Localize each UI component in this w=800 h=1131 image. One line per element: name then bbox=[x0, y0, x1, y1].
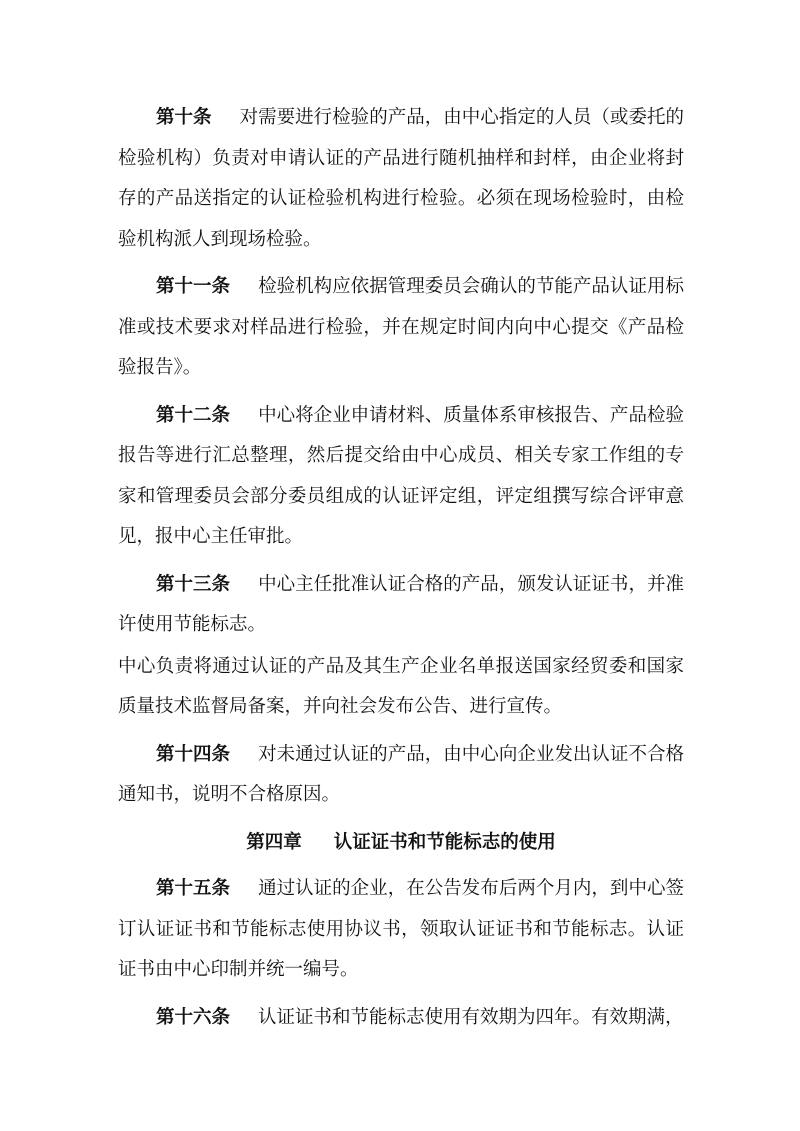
article-text: 通过认证的企业，在公告发布后两个月内，到中心签订认证证书和节能标志使用协议书，领取认证证书和节能标志。认证证书由中心印制并统一编号。 bbox=[118, 878, 684, 980]
article-12 bbox=[118, 396, 684, 558]
article-text: 对未通过认证的产品，由中心向企业发出认证不合格通知书，说明不合格原因。 bbox=[118, 743, 684, 805]
article-label: 第十三条 bbox=[156, 573, 231, 595]
article-label: 第十一条 bbox=[156, 276, 231, 297]
unindented-paragraph: 中心负责将通过认证的产品及其生产企业名单报送国家经贸委和国家质量技术监督局备案，并向社会发布公告、进行宣传。 bbox=[118, 655, 684, 717]
article-text: 检验机构应依据管理委员会确认的节能产品认证用标准或技术要求对样品进行检验，并在规定时间内向中心提交《产品检验报告》。 bbox=[118, 276, 684, 378]
article-text: 中心将企业申请材料、质量体系审核报告、产品检验报告等进行汇总整理，然后提交给由中心成员、相关专家工作组的专家和管理委员会部分委员组成的认证评定组，评定组撰写综合评审意见，报中心主任审批。 bbox=[118, 404, 684, 547]
article-15 bbox=[118, 869, 684, 991]
article-13 bbox=[118, 565, 684, 646]
article-label: 第十六条 bbox=[156, 1006, 231, 1028]
article-11 bbox=[118, 267, 684, 389]
article-label: 第十条 bbox=[156, 107, 212, 128]
article-label: 第十二条 bbox=[156, 404, 231, 426]
article-text: 中心主任批准认证合格的产品，颁发认证证书，并准许使用节能标志。 bbox=[118, 573, 684, 635]
chapter-number: 第四章 bbox=[246, 831, 302, 853]
article-label: 第十五条 bbox=[156, 878, 231, 899]
article-text: 对需要进行检验的产品，由中心指定的人员（或委托的检验机构）负责对申请认证的产品进行随机抽样和封样，由企业将封存的产品送指定的认证检验机构进行检验。必须在现场检验时，由检验机构派人到现场检验。 bbox=[118, 107, 684, 250]
article-text: 认证证书和节能标志使用有效期为四年。有效期满， bbox=[258, 1006, 684, 1028]
document-body bbox=[118, 98, 684, 1045]
article-10 bbox=[118, 98, 684, 260]
article-label: 第十四条 bbox=[156, 743, 231, 765]
article-16 bbox=[118, 998, 684, 1039]
article-14 bbox=[118, 735, 684, 816]
chapter-title: 认证证书和节能标志的使用 bbox=[333, 831, 556, 853]
chapter-heading bbox=[118, 823, 684, 864]
